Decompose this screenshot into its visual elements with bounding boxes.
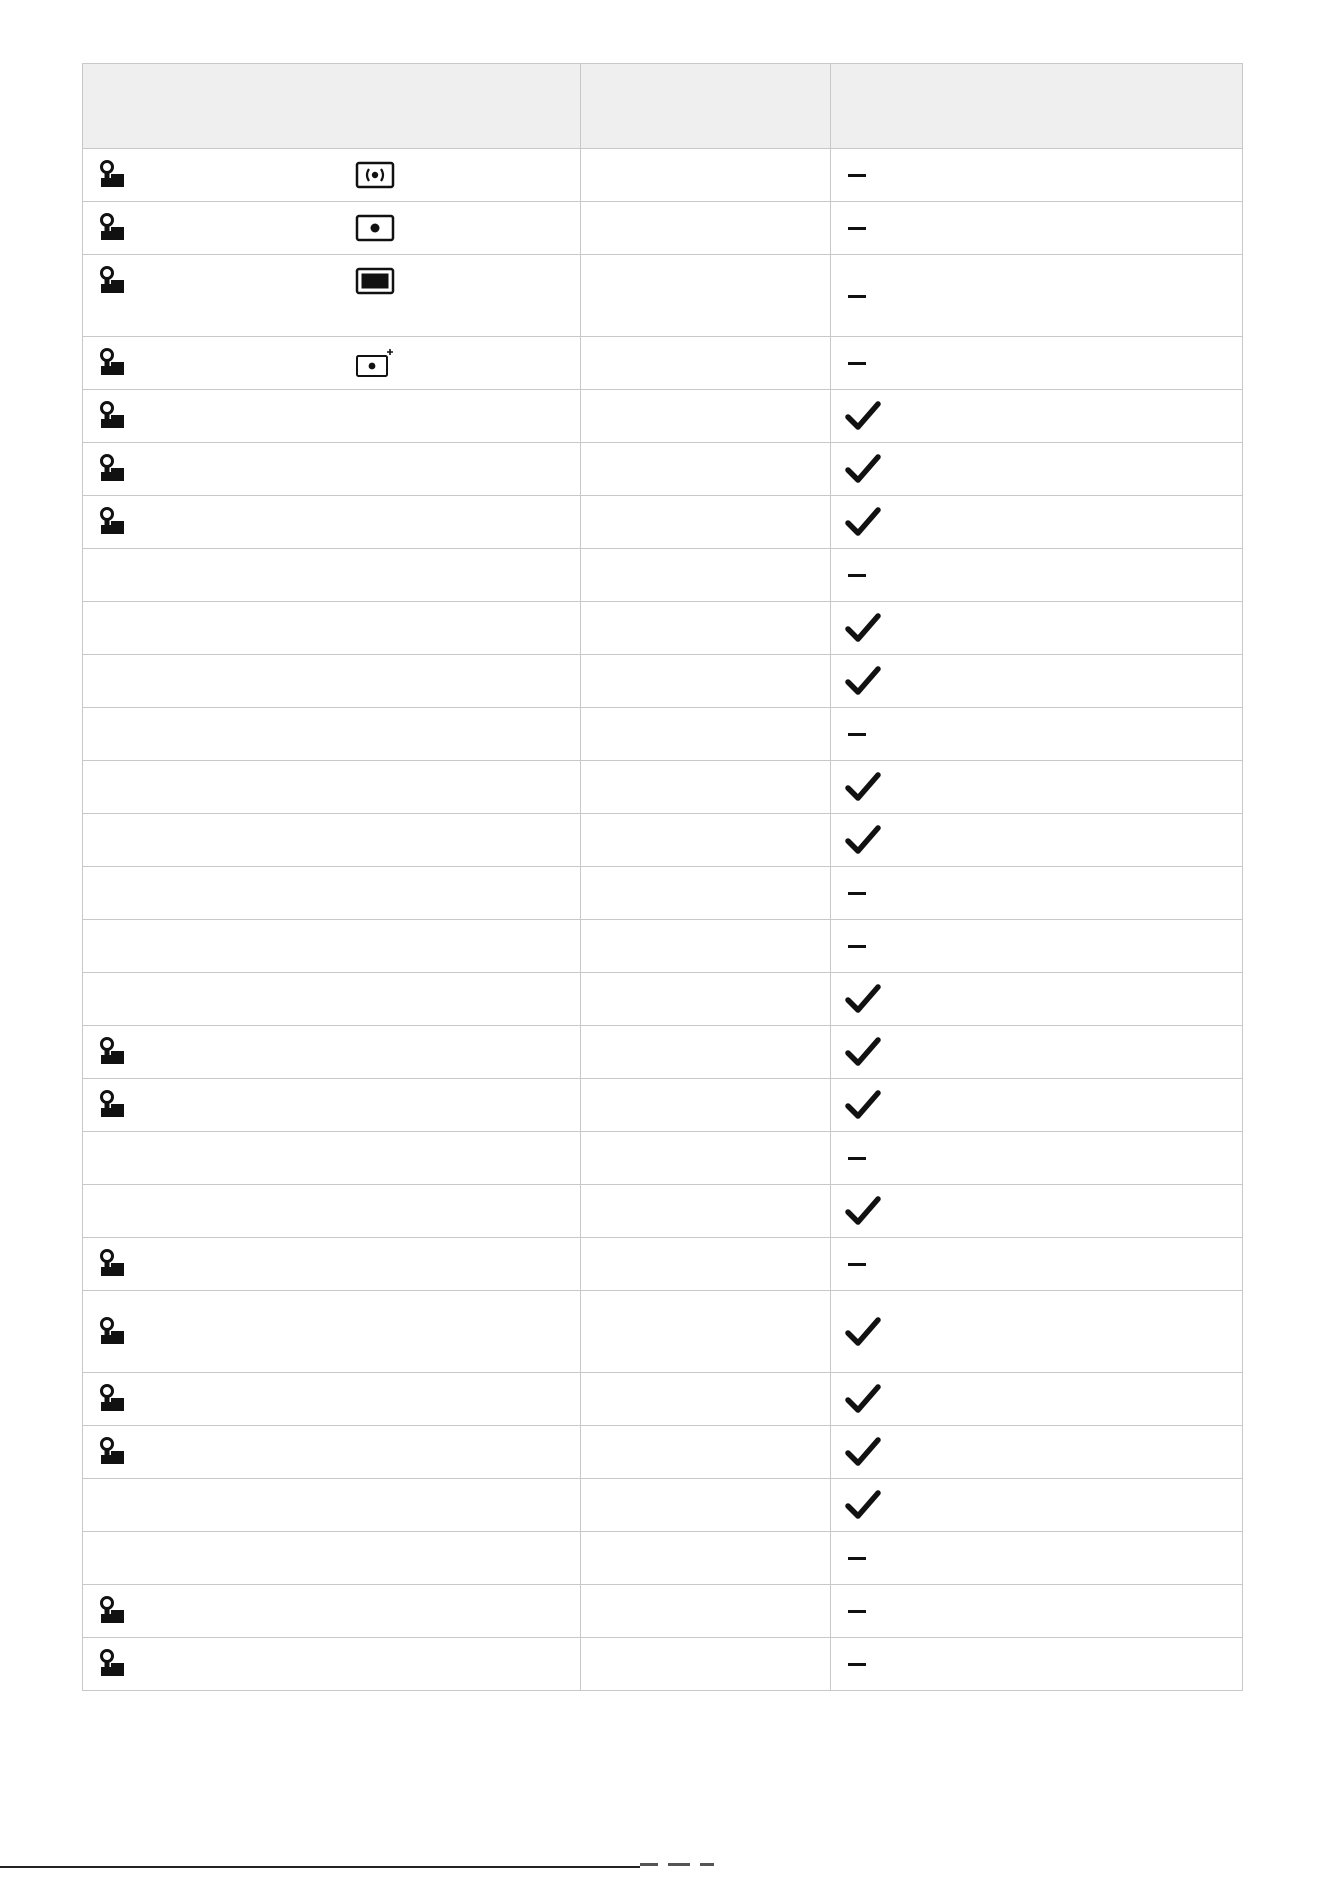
table-row — [83, 1079, 1243, 1132]
feature-cell — [83, 149, 581, 202]
availability-cell — [831, 1638, 1243, 1691]
value-cell — [581, 1132, 831, 1185]
spot-standard-icon — [355, 348, 395, 378]
value-cell — [581, 1373, 831, 1426]
availability-cell — [831, 202, 1243, 255]
value-cell — [581, 1079, 831, 1132]
feature-cell — [83, 390, 581, 443]
table-row — [83, 1291, 1243, 1373]
center-metering-icon — [355, 213, 395, 243]
feature-cell — [83, 920, 581, 973]
value-cell — [581, 655, 831, 708]
feature-cell — [83, 496, 581, 549]
feature-cell — [83, 814, 581, 867]
value-cell — [581, 761, 831, 814]
feature-cell — [83, 761, 581, 814]
feature-cell — [83, 1291, 581, 1373]
checkmark-icon — [845, 506, 881, 538]
feature-cell — [83, 973, 581, 1026]
camera-mode-icon — [97, 1649, 127, 1679]
availability-cell — [831, 443, 1243, 496]
dash-icon — [848, 295, 866, 298]
dash-icon — [848, 733, 866, 736]
availability-cell — [831, 1532, 1243, 1585]
table-header-row — [83, 64, 1243, 149]
dash-icon — [848, 1610, 866, 1613]
dash-icon — [848, 227, 866, 230]
table-row — [83, 973, 1243, 1026]
checkmark-icon — [845, 1436, 881, 1468]
feature-cell — [83, 1638, 581, 1691]
availability-cell — [831, 761, 1243, 814]
availability-cell — [831, 1079, 1243, 1132]
value-cell — [581, 496, 831, 549]
page-footer-fragment — [640, 1863, 760, 1869]
checkmark-icon — [845, 1316, 881, 1348]
camera-mode-icon — [97, 1037, 127, 1067]
availability-cell — [831, 920, 1243, 973]
header-cell-3 — [831, 64, 1243, 149]
table-row — [83, 496, 1243, 549]
value-cell — [581, 443, 831, 496]
feature-cell — [83, 549, 581, 602]
table-row — [83, 867, 1243, 920]
dash-icon — [848, 574, 866, 577]
checkmark-icon — [845, 1036, 881, 1068]
availability-cell — [831, 814, 1243, 867]
feature-cell — [83, 602, 581, 655]
table-row — [83, 1026, 1243, 1079]
availability-cell — [831, 255, 1243, 337]
settings-table — [82, 63, 1243, 1691]
multi-metering-icon — [355, 160, 395, 190]
table-row — [83, 149, 1243, 202]
value-cell — [581, 1026, 831, 1079]
feature-cell — [83, 708, 581, 761]
value-cell — [581, 1532, 831, 1585]
camera-mode-icon — [97, 348, 127, 378]
dash-icon — [848, 1263, 866, 1266]
feature-cell — [83, 655, 581, 708]
value-cell — [581, 1638, 831, 1691]
feature-cell — [83, 1585, 581, 1638]
feature-cell — [83, 443, 581, 496]
table-row — [83, 1585, 1243, 1638]
table-row — [83, 602, 1243, 655]
availability-cell — [831, 655, 1243, 708]
feature-cell — [83, 1426, 581, 1479]
table-row — [83, 255, 1243, 337]
feature-cell — [83, 1185, 581, 1238]
availability-cell — [831, 1479, 1243, 1532]
camera-mode-icon — [97, 213, 127, 243]
checkmark-icon — [845, 1383, 881, 1415]
value-cell — [581, 973, 831, 1026]
value-cell — [581, 255, 831, 337]
checkmark-icon — [845, 665, 881, 697]
value-cell — [581, 814, 831, 867]
feature-cell — [83, 867, 581, 920]
value-cell — [581, 202, 831, 255]
camera-mode-icon — [97, 507, 127, 537]
camera-mode-icon — [97, 1317, 127, 1347]
feature-cell — [83, 1373, 581, 1426]
checkmark-icon — [845, 1195, 881, 1227]
availability-cell — [831, 337, 1243, 390]
table-row — [83, 920, 1243, 973]
table-row — [83, 1426, 1243, 1479]
dash-icon — [848, 174, 866, 177]
table-row — [83, 337, 1243, 390]
table-row — [83, 1132, 1243, 1185]
table-row — [83, 443, 1243, 496]
table-row — [83, 1532, 1243, 1585]
value-cell — [581, 1479, 831, 1532]
header-cell-1 — [83, 64, 581, 149]
table-row — [83, 655, 1243, 708]
dash-icon — [848, 892, 866, 895]
checkmark-icon — [845, 824, 881, 856]
availability-cell — [831, 1585, 1243, 1638]
camera-mode-icon — [97, 401, 127, 431]
dash-icon — [848, 1157, 866, 1160]
availability-cell — [831, 549, 1243, 602]
value-cell — [581, 708, 831, 761]
availability-cell — [831, 149, 1243, 202]
availability-cell — [831, 602, 1243, 655]
dash-icon — [848, 945, 866, 948]
availability-cell — [831, 1185, 1243, 1238]
checkmark-icon — [845, 1489, 881, 1521]
camera-mode-icon — [97, 160, 127, 190]
table-row — [83, 1638, 1243, 1691]
feature-cell — [83, 1026, 581, 1079]
availability-cell — [831, 1132, 1243, 1185]
feature-cell — [83, 1479, 581, 1532]
value-cell — [581, 1426, 831, 1479]
feature-cell — [83, 255, 581, 337]
value-cell — [581, 390, 831, 443]
value-cell — [581, 867, 831, 920]
value-cell — [581, 920, 831, 973]
availability-cell — [831, 1238, 1243, 1291]
table-row — [83, 202, 1243, 255]
table-row — [83, 1238, 1243, 1291]
checkmark-icon — [845, 400, 881, 432]
availability-cell — [831, 708, 1243, 761]
value-cell — [581, 1185, 831, 1238]
availability-cell — [831, 1291, 1243, 1373]
value-cell — [581, 149, 831, 202]
feature-cell — [83, 202, 581, 255]
table-row — [83, 761, 1243, 814]
camera-mode-icon — [97, 1249, 127, 1279]
checkmark-icon — [845, 1089, 881, 1121]
table-row — [83, 390, 1243, 443]
camera-mode-icon — [97, 1437, 127, 1467]
feature-cell — [83, 1238, 581, 1291]
availability-cell — [831, 1426, 1243, 1479]
dash-icon — [848, 1557, 866, 1560]
value-cell — [581, 1238, 831, 1291]
table-body — [83, 149, 1243, 1691]
value-cell — [581, 337, 831, 390]
availability-cell — [831, 973, 1243, 1026]
availability-cell — [831, 390, 1243, 443]
page-footer-rule — [0, 1866, 640, 1868]
table-row — [83, 549, 1243, 602]
camera-mode-icon — [97, 1596, 127, 1626]
table-row — [83, 1373, 1243, 1426]
checkmark-icon — [845, 612, 881, 644]
camera-mode-icon — [97, 454, 127, 484]
value-cell — [581, 1291, 831, 1373]
feature-cell — [83, 1079, 581, 1132]
dash-icon — [848, 362, 866, 365]
value-cell — [581, 549, 831, 602]
value-cell — [581, 1585, 831, 1638]
availability-cell — [831, 1373, 1243, 1426]
availability-cell — [831, 867, 1243, 920]
feature-cell — [83, 1532, 581, 1585]
checkmark-icon — [845, 771, 881, 803]
header-cell-2 — [581, 64, 831, 149]
table-row — [83, 1479, 1243, 1532]
table-row — [83, 1185, 1243, 1238]
feature-cell — [83, 337, 581, 390]
camera-mode-icon — [97, 1384, 127, 1414]
checkmark-icon — [845, 453, 881, 485]
availability-cell — [831, 496, 1243, 549]
entire-screen-average-icon — [355, 266, 395, 296]
feature-cell — [83, 1132, 581, 1185]
table-row — [83, 708, 1243, 761]
dash-icon — [848, 1663, 866, 1666]
checkmark-icon — [845, 983, 881, 1015]
camera-mode-icon — [97, 266, 127, 296]
table-row — [83, 814, 1243, 867]
value-cell — [581, 602, 831, 655]
availability-cell — [831, 1026, 1243, 1079]
camera-mode-icon — [97, 1090, 127, 1120]
